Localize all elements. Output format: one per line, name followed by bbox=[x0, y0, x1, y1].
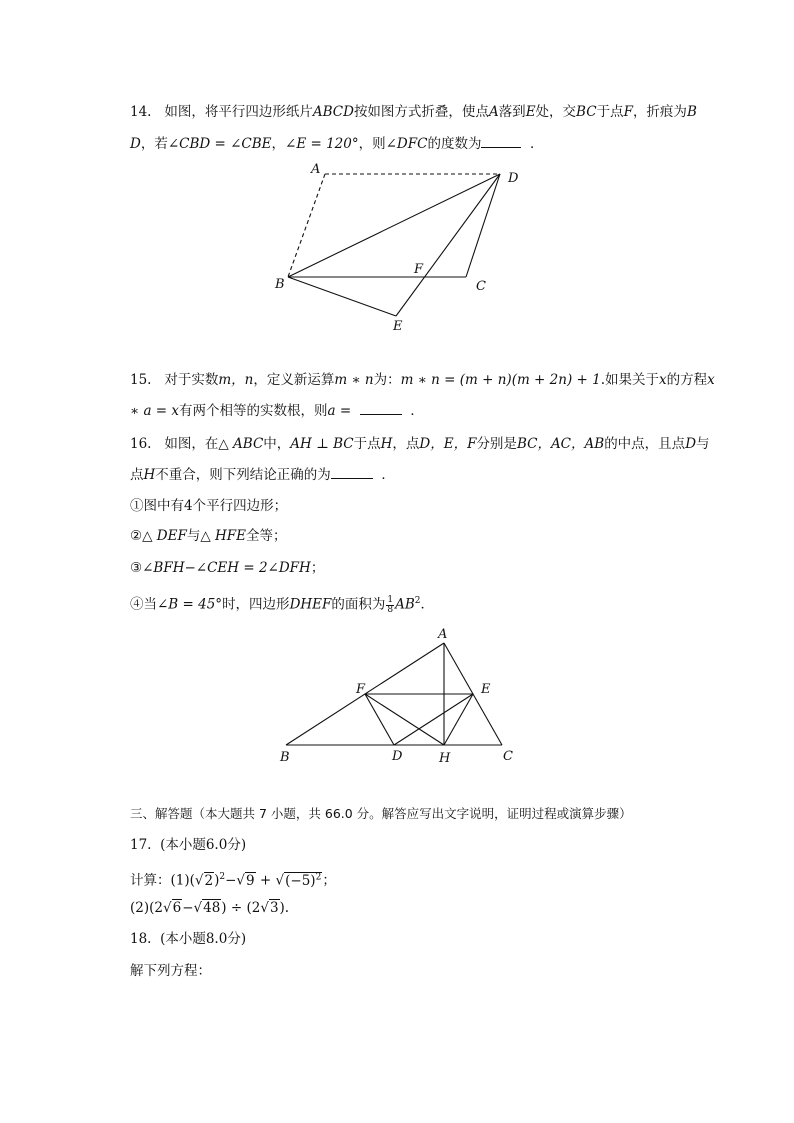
opt-text: ② bbox=[130, 528, 143, 544]
q18-score: (本小题8.0分) bbox=[160, 931, 247, 947]
edge-AB bbox=[288, 174, 325, 277]
fraction bbox=[386, 596, 394, 615]
label-E: E bbox=[481, 682, 491, 697]
q18-number: 18. bbox=[130, 931, 152, 947]
q14-line-2 bbox=[130, 135, 544, 153]
q16-option-1: ①图中有4个平行四边形； bbox=[130, 498, 288, 514]
edge-DE bbox=[396, 174, 500, 316]
q16-option-2 bbox=[130, 527, 287, 545]
edge-EH bbox=[444, 694, 473, 745]
q18-text: 解下列方程： bbox=[130, 963, 211, 979]
q15-number: 15. bbox=[130, 372, 152, 388]
label-A: A bbox=[438, 627, 448, 642]
q15-definition: m ∗ n = (m + n)(m + 2n) + 1 bbox=[400, 372, 601, 388]
opt-math: DHEF bbox=[289, 596, 332, 613]
opt-math: ∠B = 45° bbox=[157, 596, 223, 613]
q14-var: ABCD bbox=[312, 104, 354, 120]
q16-line-1 bbox=[130, 435, 710, 453]
sqrt-radicand: 6 bbox=[172, 900, 182, 916]
sqrt-radicand: 48 bbox=[203, 900, 221, 916]
q17-number: 17. bbox=[130, 837, 152, 853]
q14-end: ． bbox=[530, 136, 544, 152]
q16-text: 与 bbox=[696, 436, 710, 452]
edge-CD bbox=[466, 174, 500, 277]
q14-text: ，若 bbox=[140, 136, 168, 152]
label-D: D bbox=[508, 171, 519, 186]
q14-ask: ∠DFC bbox=[385, 136, 428, 152]
q15-line-2 bbox=[130, 402, 424, 420]
fraction-denominator: 8 bbox=[387, 604, 394, 615]
opt-text: ③ bbox=[130, 560, 143, 576]
q14-var: F bbox=[623, 104, 633, 120]
q14-condition: ∠CBD = ∠CBE bbox=[167, 136, 272, 152]
label-E: E bbox=[393, 319, 403, 334]
edge-AB bbox=[286, 643, 444, 745]
q14-var: B bbox=[686, 104, 697, 120]
answer-blank[interactable] bbox=[360, 402, 402, 415]
sqrt-radicand: 3 bbox=[269, 900, 279, 916]
q15-text: 有两个相等的实数根，则 bbox=[179, 403, 328, 419]
q15-text: 对于实数 bbox=[164, 372, 219, 388]
q14-text: 落到 bbox=[498, 104, 526, 120]
q16-points: D，E，F bbox=[419, 436, 477, 452]
opt-text: 与 bbox=[186, 528, 201, 544]
q16-end: ． bbox=[381, 467, 395, 483]
edge-AC bbox=[444, 643, 502, 745]
q17-part-2: (2)(2√6−√48) ÷ (2√3). bbox=[130, 900, 290, 916]
q14-text: 于点 bbox=[596, 104, 624, 120]
q14-condition: ∠E = 120° bbox=[285, 136, 359, 152]
superscript: 2 bbox=[219, 872, 226, 882]
label-F: F bbox=[414, 262, 424, 277]
q17-part-1: 计算：$(1)(√2)^2-√9 + √(-5)^2$； bbox=[130, 872, 336, 889]
label-A: A bbox=[311, 162, 321, 177]
math: ) bbox=[214, 872, 220, 889]
q14-var: D bbox=[130, 136, 141, 152]
q16-text: 如图，在 bbox=[164, 436, 219, 452]
math: − bbox=[225, 872, 237, 889]
q15-text: ，定义新运算 bbox=[253, 372, 335, 388]
q14-var: A bbox=[488, 104, 499, 120]
q15-equation: ∗ a = x bbox=[130, 403, 180, 419]
math: ) ÷ (2 bbox=[221, 900, 261, 916]
label-B: B bbox=[275, 277, 285, 292]
q18-header bbox=[130, 930, 246, 948]
math: (1)( bbox=[170, 872, 195, 889]
superscript: 2 bbox=[414, 596, 421, 606]
math: (−5) bbox=[285, 872, 316, 889]
q16-text: 中， bbox=[263, 436, 291, 452]
q15-equation: x bbox=[707, 372, 715, 388]
q16-text: 于点 bbox=[353, 436, 381, 452]
q15-end: ． bbox=[410, 403, 424, 419]
fraction-numerator: 1 bbox=[387, 594, 394, 605]
q16-option-3 bbox=[130, 559, 324, 577]
q14-var: E bbox=[525, 104, 536, 120]
answer-blank[interactable] bbox=[331, 466, 373, 479]
q16-text: 不重合，则下列结论正确的为 bbox=[155, 467, 331, 483]
q15-text: 为： bbox=[373, 372, 401, 388]
opt-math: ∠BFH−∠CEH = 2∠DFH bbox=[142, 560, 311, 576]
superscript: 2 bbox=[315, 872, 322, 882]
q14-line-1 bbox=[130, 103, 697, 121]
opt-math: △ HFE bbox=[200, 528, 246, 544]
sqrt-radicand bbox=[284, 872, 322, 889]
label-D: D bbox=[392, 749, 403, 764]
q14-var: BC bbox=[576, 104, 597, 120]
q16-var: H bbox=[143, 467, 156, 483]
q14-text: ，则 bbox=[358, 136, 386, 152]
edge-FH bbox=[365, 694, 444, 745]
opt-text: 时，四边形 bbox=[222, 596, 290, 613]
q14-text: 处，交 bbox=[535, 104, 577, 120]
q14-number: 14. bbox=[130, 104, 152, 120]
opt-text: ； bbox=[310, 560, 325, 576]
q16-perp: AH ⊥ BC bbox=[290, 436, 354, 452]
calc-label: 计算： bbox=[130, 872, 171, 889]
q14-text: 按如图方式折叠，使点 bbox=[353, 104, 489, 120]
opt-math: △ DEF bbox=[142, 528, 187, 544]
sqrt-radicand: 2 bbox=[204, 872, 214, 889]
q16-var: H bbox=[380, 436, 393, 452]
label-F: F bbox=[356, 682, 366, 697]
q16-text: 点 bbox=[130, 467, 144, 483]
q16-text: 的中点，且点 bbox=[604, 436, 686, 452]
q14-text: ， bbox=[271, 136, 286, 152]
q14-text: 的度数为 bbox=[427, 136, 482, 152]
math: (2)(2 bbox=[130, 900, 163, 916]
q15-text: .如果关于 bbox=[600, 372, 659, 388]
section-three-heading: 三、解答题（本大题共 7 小题，共 66.0 分。解答应写出文字说明，证明过程或演算步骤） bbox=[130, 806, 632, 821]
q17-score: (本小题6.0分) bbox=[160, 837, 247, 853]
answer-blank[interactable] bbox=[481, 135, 521, 148]
label-B: B bbox=[280, 750, 290, 765]
edge-BE bbox=[288, 277, 396, 316]
q15-line-1 bbox=[130, 371, 715, 389]
opt-text: ④当 bbox=[130, 596, 157, 613]
q17-header bbox=[130, 836, 246, 854]
math: ； bbox=[322, 872, 336, 889]
q16-triangle: △ ABC bbox=[218, 436, 264, 452]
q16-option-4 bbox=[130, 592, 434, 615]
edge-ED bbox=[394, 694, 473, 745]
q16-text: 分别是 bbox=[476, 436, 517, 452]
q14-text: 如图，将平行四边形纸片 bbox=[164, 104, 313, 120]
q15-text: 的方程 bbox=[666, 372, 708, 388]
q15-op: m ∗ n bbox=[334, 372, 374, 388]
q16-line-2 bbox=[130, 466, 395, 484]
label-H: H bbox=[439, 751, 451, 766]
opt-text: 全等； bbox=[246, 528, 287, 544]
sqrt-radicand: 9 bbox=[246, 872, 255, 889]
q16-sides: BC，AC，AB bbox=[516, 436, 605, 452]
edge-FD bbox=[365, 694, 394, 745]
label-C: C bbox=[476, 279, 486, 294]
q15-ask: a = bbox=[327, 403, 352, 419]
opt-text: 的面积为 bbox=[331, 596, 386, 613]
edge-BD bbox=[288, 174, 500, 277]
math: ). bbox=[279, 900, 290, 916]
math: − bbox=[182, 900, 194, 916]
q16-number: 16. bbox=[130, 436, 152, 452]
q14-text: ，折痕为 bbox=[632, 104, 687, 120]
q16-var: D bbox=[685, 436, 697, 452]
opt-text: ． bbox=[420, 596, 435, 613]
q15-vars: m，n bbox=[218, 372, 254, 388]
q15-var: x bbox=[659, 372, 667, 388]
q16-text: ，点 bbox=[392, 436, 420, 452]
opt-math: AB bbox=[395, 596, 415, 613]
label-C: C bbox=[503, 749, 513, 764]
math: + bbox=[255, 872, 276, 889]
